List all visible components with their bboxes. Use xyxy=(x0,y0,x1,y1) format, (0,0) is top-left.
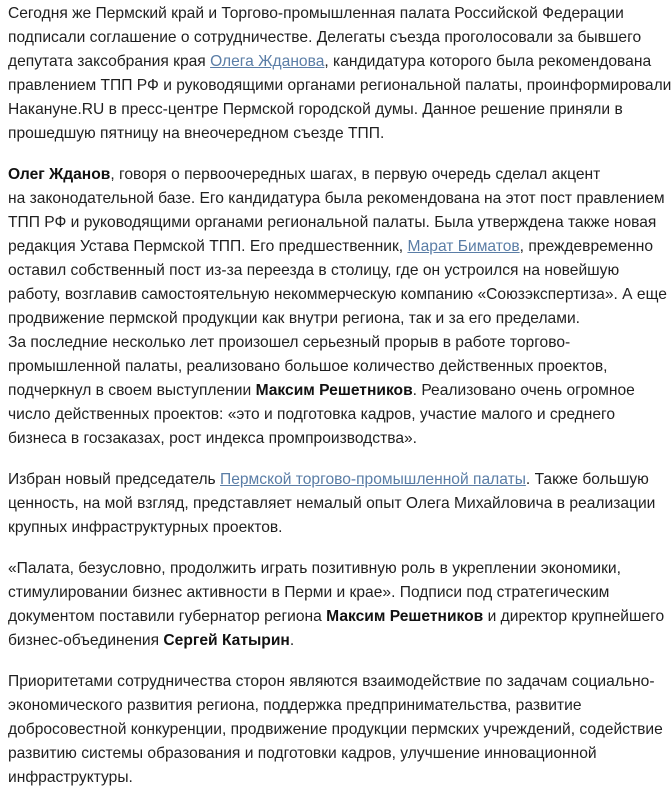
text-line xyxy=(8,468,649,492)
paragraph-3 xyxy=(8,331,634,451)
text-line: продвижение пермской продукции как внутри региона, так и за его пределами. xyxy=(8,310,580,327)
text-line: добросовестной конкуренции, продвижение продукции пермских учреждений, содействие xyxy=(8,721,663,738)
text-line: оставил собственный пост из-за переезда в столицу, где он устроился на новейшую xyxy=(8,262,620,279)
text-line: на законодательной базе. Его кандидатура была рекомендована на этот пост правлением xyxy=(8,190,665,207)
text-line: Сегодня же Пермский край и Торгово-промышленная палата Российской Федерации xyxy=(8,5,624,22)
text-line: работу, возглавив самостоятельную некоммерческую компанию «Союзэкспертиза». А еще xyxy=(8,286,667,303)
paragraph-2 xyxy=(8,163,667,331)
link-marat-bimatov[interactable]: Марат Биматов xyxy=(407,238,520,255)
text-line xyxy=(8,50,652,74)
text-line xyxy=(8,605,665,629)
text-line: стимулировании бизнес активности в Перми и крае». Подписи под стратегическим xyxy=(8,584,610,601)
text-line: «Палата, безусловно, продолжить играть позитивную роль в укреплении экономики, xyxy=(8,560,621,577)
bold-name: Сергей Катырин xyxy=(163,632,290,649)
text-line: прошедшую пятницу на внеочередном съезде ТПП. xyxy=(8,125,385,142)
text-line: ТПП РФ и руководящими органами региональной палаты. Была утверждена также новая xyxy=(8,214,657,231)
text-fragment: документом поставили губернатор региона xyxy=(8,608,327,625)
text-line: бизнеса в госзаказах, рост индекса промпроизводства». xyxy=(8,430,418,447)
text-fragment: , преждевременно xyxy=(519,238,654,255)
text-line: число действенных проектов: «это и подготовка кадров, участие малого и среднего xyxy=(8,406,616,423)
text-line: развитию системы образования и подготовки кадров, улучшение инновационной xyxy=(8,745,597,762)
text-fragment: . xyxy=(289,632,295,649)
link-perm-chamber[interactable]: Пермской торгово-промышленной палаты xyxy=(220,471,526,488)
text-fragment: . Реализовано очень огромное xyxy=(412,382,635,399)
text-line: Накануне.RU в пресс-центре Пермской городской думы. Данное решение приняли в xyxy=(8,101,623,118)
text-line: правлением ТПП РФ и руководящими органами региональной палаты, проинформировали xyxy=(8,77,671,94)
text-fragment: и директор крупнейшего xyxy=(483,608,665,625)
text-fragment: бизнес-объединения xyxy=(8,632,164,649)
text-line: экономического развития региона, поддержка предпринимательства, развитие xyxy=(8,697,582,714)
text-fragment: , говоря о первоочередных шагах, в первую очередь сделал акцент xyxy=(110,166,601,183)
text-line: промышленной палаты, реализовано большое количество действенных проектов, xyxy=(8,358,608,375)
article-body xyxy=(8,2,671,807)
paragraph-5 xyxy=(8,557,665,653)
bold-name: Максим Решетников xyxy=(326,608,484,625)
link-oleg-zhdanov[interactable]: Олега Жданова xyxy=(210,53,325,70)
text-fragment: Избран новый председатель xyxy=(8,471,220,488)
text-fragment: подчеркнул в своем выступлении xyxy=(8,382,256,399)
text-line xyxy=(8,629,634,653)
text-fragment: . Также большую xyxy=(525,471,649,488)
text-line: За последние несколько лет произошел серьезный прорыв в работе торгово- xyxy=(8,334,571,351)
text-line: Приоритетами сотрудничества сторон являются взаимодействие по задачам социально- xyxy=(8,673,655,690)
text-fragment: депутата заксобрания края xyxy=(8,53,211,70)
text-line: крупных инфраструктурных проектов. xyxy=(8,519,283,536)
paragraph-6 xyxy=(8,670,663,790)
paragraph-4 xyxy=(8,468,656,540)
text-line xyxy=(8,235,654,259)
bold-name: Максим Решетников xyxy=(255,382,413,399)
text-line: подписали соглашение о сотрудничестве. Делегаты съезда проголосовали за бывшего xyxy=(8,29,642,46)
text-fragment: редакция Устава Пермской ТПП. Его предшественник, xyxy=(8,238,408,255)
text-line xyxy=(8,379,634,403)
text-fragment: , кандидатура которого была рекомендована xyxy=(324,53,652,70)
bold-name: Олег Жданов xyxy=(8,166,111,183)
text-line: ценность, на мой взгляд, представляет немалый опыт Олега Михайловича в реализации xyxy=(8,495,656,512)
text-line xyxy=(8,163,634,187)
text-line: инфраструктуры. xyxy=(8,769,133,786)
paragraph-1 xyxy=(8,2,671,146)
